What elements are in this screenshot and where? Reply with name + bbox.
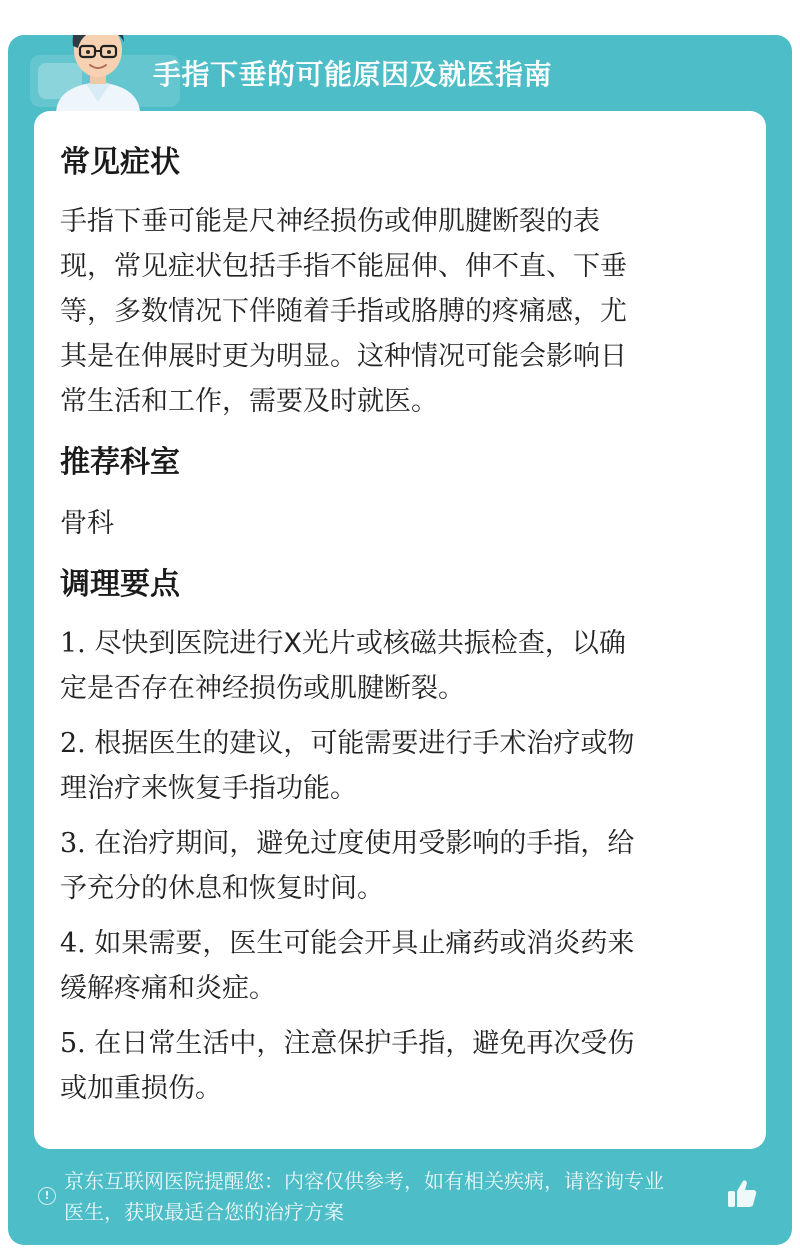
list-number: 3. bbox=[60, 828, 86, 859]
disclaimer-line: 京东互联网医院提醒您：内容仅供参考，如有相关疾病，请咨询专业 bbox=[64, 1169, 664, 1193]
list-item-line bbox=[60, 821, 730, 866]
list-text: 在治疗期间，避免过度使用受影响的手指，给 bbox=[94, 828, 635, 859]
list-text: 如果需要，医生可能会开具止痛药或消炎药来 bbox=[94, 928, 635, 959]
department-heading: 推荐科室 bbox=[60, 445, 180, 480]
page-title: 手指下垂的可能原因及就医指南 bbox=[153, 58, 553, 91]
symptoms-line: 等，多数情况下伴随着手指或胳膊的疼痛感，尤 bbox=[60, 296, 627, 327]
list-item-line bbox=[60, 1021, 730, 1066]
list-item bbox=[60, 821, 730, 911]
list-item-line: 缓解疼痛和炎症。 bbox=[60, 973, 276, 1004]
list-number: 1. bbox=[60, 628, 86, 659]
list-text: 根据医生的建议，可能需要进行手术治疗或物 bbox=[94, 728, 635, 759]
content-card bbox=[34, 111, 766, 1149]
list-item bbox=[60, 621, 730, 711]
list-number: 5. bbox=[60, 1028, 86, 1059]
symptoms-line: 其是在伸展时更为明显。这种情况可能会影响日 bbox=[60, 341, 627, 372]
list-text: 在日常生活中，注意保护手指，避免再次受伤 bbox=[94, 1028, 635, 1059]
header bbox=[8, 35, 792, 113]
disclaimer-line: 医生，获取最适合您的治疗方案 bbox=[64, 1200, 344, 1224]
footer-disclaimer bbox=[8, 1160, 792, 1245]
care-heading: 调理要点 bbox=[60, 567, 180, 602]
department-text: 骨科 bbox=[60, 508, 114, 539]
symptoms-heading: 常见症状 bbox=[60, 145, 180, 180]
list-number: 2. bbox=[60, 728, 86, 759]
list-item-line: 定是否存在神经损伤或肌腱断裂。 bbox=[60, 673, 465, 704]
info-icon: ! bbox=[38, 1187, 56, 1205]
symptoms-line: 常生活和工作，需要及时就医。 bbox=[60, 386, 438, 417]
list-item-line: 理治疗来恢复手指功能。 bbox=[60, 773, 357, 804]
symptoms-text bbox=[60, 199, 730, 424]
list-item-line bbox=[60, 621, 730, 666]
list-item bbox=[60, 921, 730, 1011]
guide-card-frame bbox=[8, 35, 792, 1245]
thumbs-up-icon[interactable] bbox=[724, 1176, 760, 1212]
list-item-line: 予充分的休息和恢复时间。 bbox=[60, 873, 384, 904]
symptoms-line: 现，常见症状包括手指不能屈伸、伸不直、下垂 bbox=[60, 251, 627, 282]
list-item-line: 或加重损伤。 bbox=[60, 1073, 222, 1104]
list-item bbox=[60, 1021, 730, 1111]
symptoms-line: 手指下垂可能是尺神经损伤或伸肌腱断裂的表 bbox=[60, 206, 600, 237]
list-number: 4. bbox=[60, 928, 86, 959]
disclaimer-text bbox=[64, 1166, 730, 1228]
list-item-line bbox=[60, 921, 730, 966]
doctor-avatar-icon bbox=[48, 35, 148, 112]
list-text: 尽快到医院进行X光片或核磁共振检查，以确 bbox=[94, 628, 626, 659]
list-item bbox=[60, 721, 730, 811]
list-item-line bbox=[60, 721, 730, 766]
